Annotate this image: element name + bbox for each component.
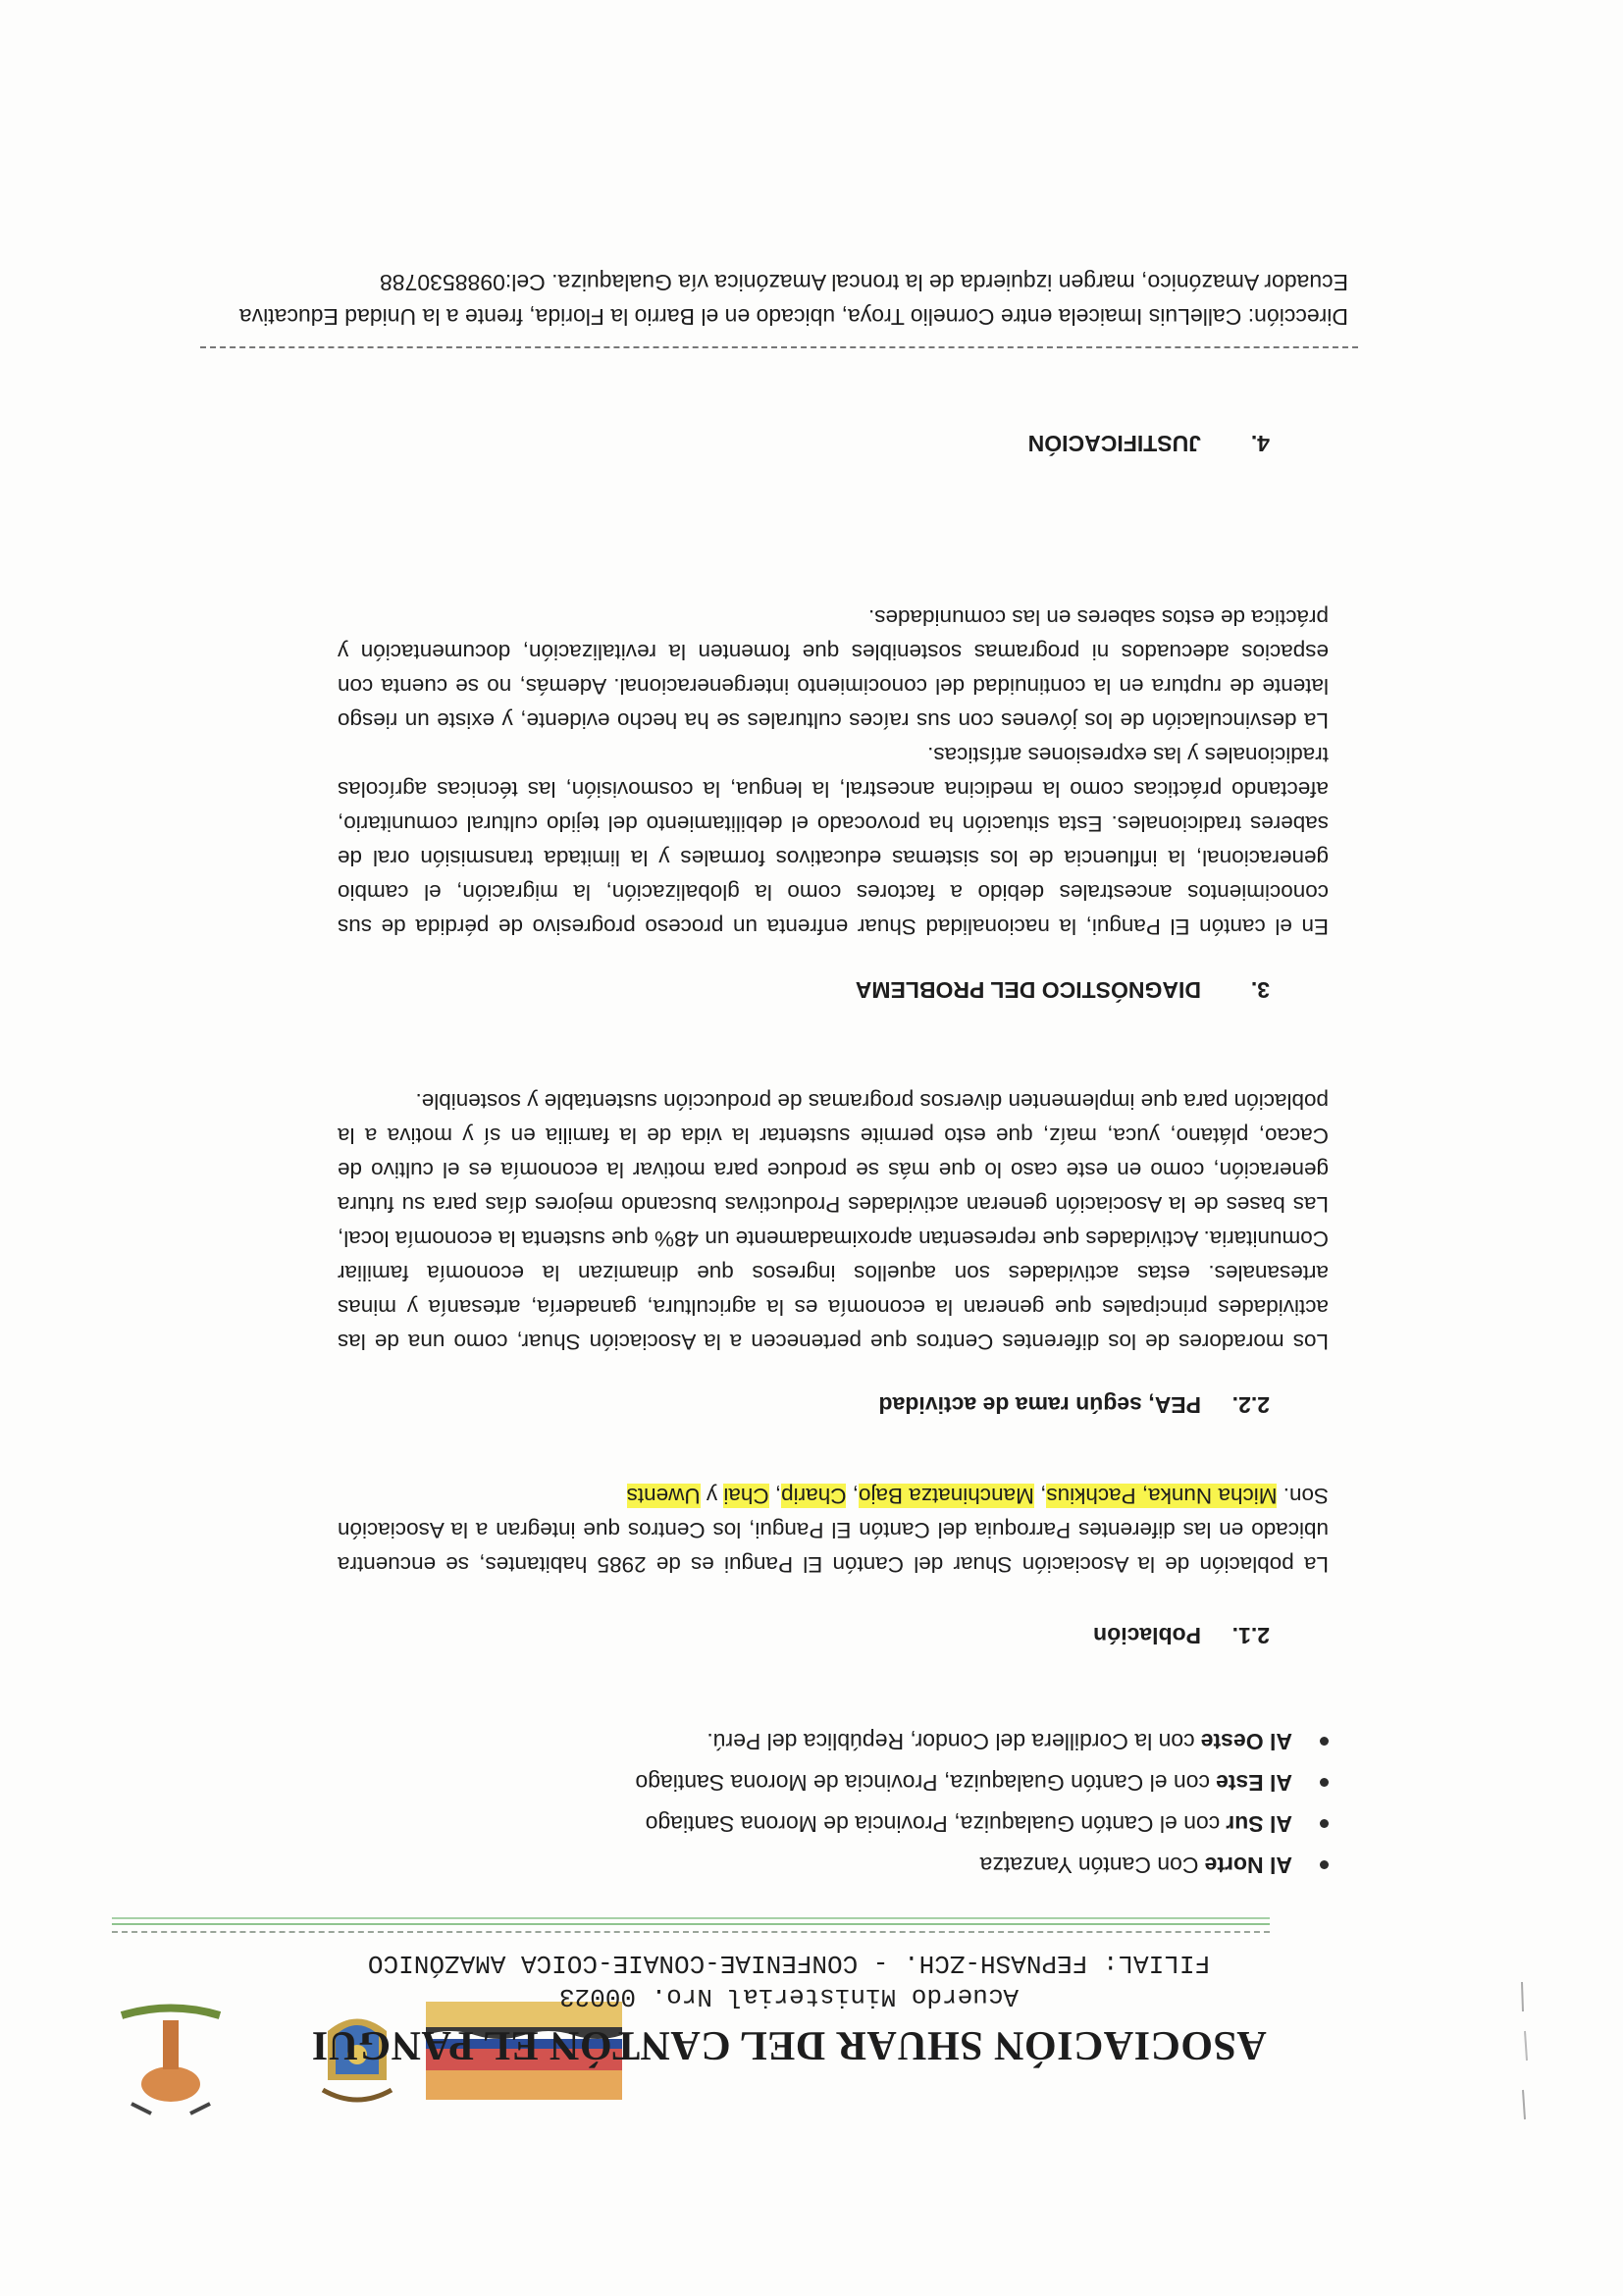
header-divider: [112, 1917, 1270, 1919]
list-item: [151, 1762, 1329, 1803]
section-title: Población: [1093, 1623, 1201, 1648]
pea-paragraph: [338, 1084, 1329, 1359]
bullet-icon: [1320, 1820, 1329, 1829]
limit-direction: Al Norte: [1204, 1852, 1292, 1879]
limit-direction: Al Este: [1216, 1770, 1292, 1797]
limit-text: Con Cantón Yanzatza: [979, 1852, 1199, 1879]
header-title: ASOCIACIÓN SHUAR DEL CANTÓN EL PANGUI: [311, 2022, 1267, 2067]
highlight-centro: Charip: [781, 1484, 847, 1508]
header-divider: [112, 1923, 1270, 1925]
section-number: 2.2.: [1231, 1392, 1270, 1418]
list-item: [151, 1845, 1329, 1886]
scan-marks-icon: [1505, 1972, 1544, 2129]
highlight-centro: Chai: [723, 1484, 769, 1508]
section-heading-poblacion: [1093, 1622, 1270, 1648]
highlight-centro: Uwents: [626, 1484, 701, 1508]
header-filial: FILIAL: FEPNASH-ZCH. - CONFENIAE-CONAIE-COICA AMAZÓNICO: [367, 1949, 1211, 1978]
limits-list: [151, 1721, 1329, 1886]
bullet-icon: [1320, 1779, 1329, 1788]
separator: ,: [846, 1484, 859, 1508]
footer-address: Dirección: CalleLuis Imaicela entre Cornelio Troya, ubicado en el Barrio la Florida, frente a la Unidad Educativa Ecuador Amazónico, margen izquierda de la troncal Amazónica vía Gualaquiza. Cel:0988530788: [238, 270, 1348, 330]
separator: ,: [768, 1484, 782, 1508]
diagnostico-paragraph: [338, 600, 1329, 944]
paragraph-text: La población de la Asociación Shuar del Cantón El Pangui es de 2985 habitantes, se encuentra ubicado en las diferentes Parroquia del Cantón El Pangui, los Centros que integran a la Asociación Son.: [338, 1484, 1329, 1577]
bullet-icon: [1320, 1861, 1329, 1870]
bullet-icon: [1320, 1738, 1329, 1747]
list-item: [151, 1803, 1329, 1845]
highlight-centro: Micha Nunka, Pachkius: [1046, 1484, 1278, 1508]
section-title: PEA, según rama de actividad: [878, 1392, 1201, 1418]
paragraph-text: La desvinculación de los jóvenes con sus raíces culturales se ha hecho evidente, y existe un riesgo latente de ruptura en la continuidad del conocimiento intergeneracional. Además, no se cuenta con espacios adecuados ni programas sostenibles que fomenten la revitalización, documentación y práctica de estos saberes en las comunidades.: [338, 605, 1329, 733]
list-item: [151, 1721, 1329, 1762]
paragraph-text: En el cantón El Pangui, la nacionalidad Shuar enfrenta un proceso progresivo de pérdida de sus conocimientos ancestrales debido a factores como la globalización, la migración, el cambio generacional, la influencia de los sistemas educativos formales y la limitada transmisión oral de saberes tradicionales. Esta situación ha provocado el debilitamiento del tejido cultural comunitario, afectando prácticas como la medicina ancestral, la lengua, la cosmovisión, las técnicas agrícolas tradicionales y las expresiones artísticas.: [338, 743, 1329, 939]
limit-text: con el Cantón Gualaquiza, Provincia de Morona Santiago: [645, 1811, 1221, 1838]
limit-text: con el Cantón Gualaquiza, Provincia de Morona Santiago: [635, 1770, 1211, 1797]
section-title: JUSTIFICACIÓN: [1027, 431, 1201, 456]
limit-text: con la Cordillera del Condor, República del Perú.: [707, 1729, 1195, 1755]
header-acuerdo: Acuerdo Ministerial Nro. 00023: [558, 1982, 1020, 2011]
separator: ,: [1033, 1484, 1047, 1508]
section-heading-justificacion: [1028, 430, 1270, 456]
separator: y: [700, 1484, 724, 1508]
section-heading-diagnostico: [856, 976, 1270, 1003]
section-title: DIAGNÓSTICO DEL PROBLEMA: [855, 977, 1201, 1003]
section-number: 2.1.: [1231, 1623, 1270, 1648]
paragraph-text: Los moradores de los diferentes Centros que pertenecen a la Asociación Shuar, como una de las actividades principales que generan la economía es la agricultura, ganadería, artesanía y minas artesanales. estas actividades son aquellos ingresos que dinamizan la economía familiar Comunitaria. Actividades que representan aproximadamente un 48% que sustenta la economía local, Las bases de la Asociación generan actividades Productivas buscando mejores días para su futura generación, como en este caso lo que más se produce para motivar la economía es el cultivo de Cacao, plátano, yuca, maíz, que esto permite sustentar la vida de la familia en sí y motiva a la población para que implementen diversos programas de producción sustentable y sostenible.: [338, 1089, 1329, 1354]
section-heading-pea: [878, 1391, 1270, 1418]
poblacion-paragraph: [338, 1479, 1329, 1582]
limit-direction: Al Sur: [1226, 1811, 1292, 1838]
highlight-centro: Manchinatza Bajo: [858, 1484, 1034, 1508]
header-divider: [112, 1931, 1270, 1933]
limit-direction: Al Oeste: [1200, 1729, 1292, 1755]
section-number: 4.: [1250, 431, 1270, 456]
footer-divider: [200, 346, 1358, 348]
section-number: 3.: [1250, 977, 1270, 1003]
